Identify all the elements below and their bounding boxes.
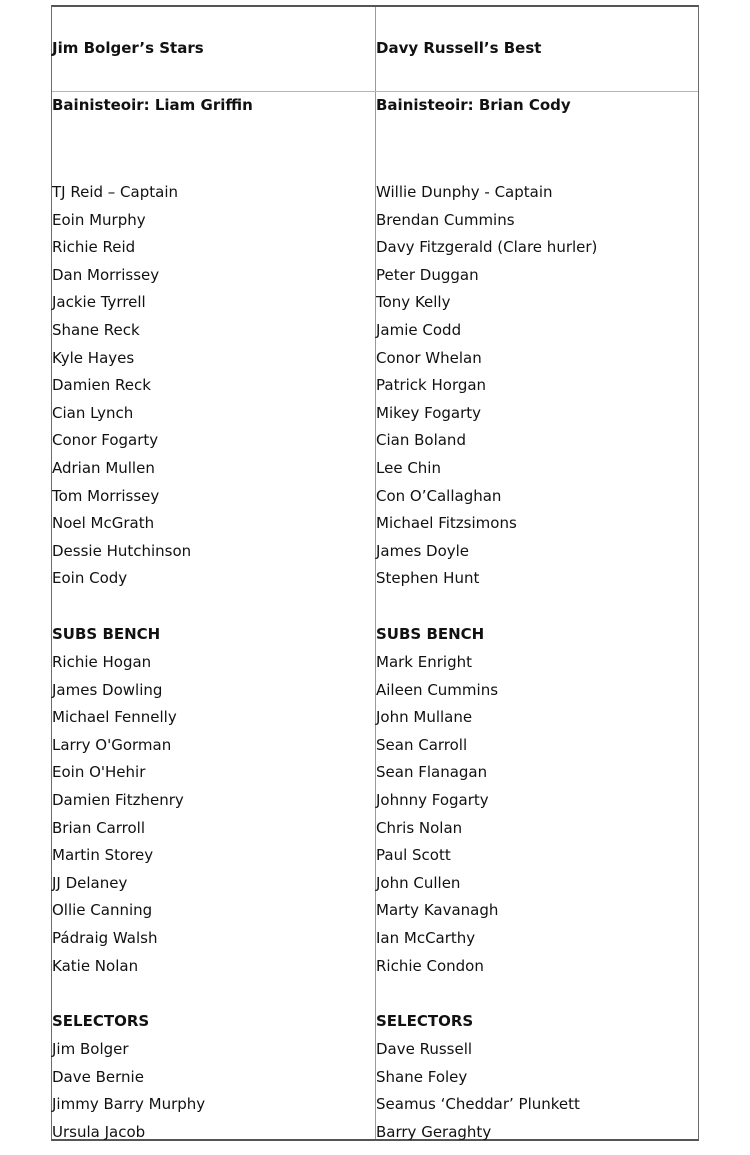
players-item: Shane Reck <box>52 320 140 339</box>
players-item: Conor Fogarty <box>52 431 159 450</box>
players-item: Peter Duggan <box>376 265 479 284</box>
players-item: Cian Lynch <box>52 403 134 422</box>
players-item: Dessie Hutchinson <box>52 541 192 560</box>
subs-item: Sean Carroll <box>376 735 468 754</box>
players-item: Damien Reck <box>52 376 151 395</box>
players-item: Jamie Codd <box>376 320 462 339</box>
team-name: Davy Russell’s Best <box>376 39 542 57</box>
subs-item: Damien Fitzhenry <box>52 790 184 809</box>
subs-item: Michael Fennelly <box>52 708 177 727</box>
subs-item: Mark Enright <box>376 653 472 671</box>
selectors-item: Dave Bernie <box>52 1067 144 1086</box>
players-item: Kyle Hayes <box>52 348 135 367</box>
subs-item: Richie Hogan <box>52 653 152 671</box>
subs-item: John Mullane <box>376 708 473 727</box>
players-item: Dan Morrissey <box>52 265 160 284</box>
subs-item: Eoin O'Hehir <box>52 763 146 782</box>
team-name: Jim Bolger’s Stars <box>52 39 204 57</box>
subs-item: Larry O'Gorman <box>52 735 172 754</box>
subs-item: Brian Carroll <box>52 818 146 837</box>
manager-label: Bainisteoir: Liam Griffin <box>52 96 253 114</box>
players-item: Mikey Fogarty <box>376 403 482 422</box>
players-item: Richie Reid <box>52 238 136 257</box>
players-list <box>376 179 597 593</box>
selectors-item: Barry Geraghty <box>376 1122 492 1141</box>
subs-item: Johnny Fogarty <box>376 790 489 809</box>
selectors-heading: SELECTORS <box>376 1012 474 1030</box>
team-column <box>376 7 698 1139</box>
players-item: Eoin Cody <box>52 569 128 588</box>
subs-item: Aileen Cummins <box>376 680 499 699</box>
subs-list <box>376 649 498 980</box>
players-item: Cian Boland <box>376 431 466 450</box>
subs-item: Ian McCarthy <box>376 928 476 947</box>
subs-item: Richie Condon <box>376 956 484 975</box>
players-item: Patrick Horgan <box>376 376 487 395</box>
selectors-item: Jimmy Barry Murphy <box>52 1095 206 1114</box>
subs-bench-heading: SUBS BENCH <box>376 625 485 643</box>
subs-item: Chris Nolan <box>376 818 463 837</box>
team-column <box>52 7 374 1139</box>
subs-item: Sean Flanagan <box>376 763 488 782</box>
players-item: Eoin Murphy <box>52 210 146 229</box>
players-item: Michael Fitzsimons <box>376 514 517 533</box>
subs-item: Paul Scott <box>376 846 451 865</box>
subs-item: Marty Kavanagh <box>376 901 499 920</box>
selectors-list <box>52 1036 205 1146</box>
selectors-heading: SELECTORS <box>52 1012 150 1030</box>
subs-item: John Cullen <box>376 873 461 892</box>
players-item: Davy Fitzgerald (Clare hurler) <box>376 238 598 257</box>
selectors-item: Shane Foley <box>376 1067 468 1086</box>
subs-item: Katie Nolan <box>52 956 139 975</box>
subs-list <box>52 649 184 980</box>
players-item: Jackie Tyrrell <box>52 293 146 312</box>
subs-bench-heading: SUBS BENCH <box>52 625 161 643</box>
selectors-item: Seamus ‘Cheddar’ Plunkett <box>376 1095 580 1114</box>
selectors-list <box>376 1036 580 1146</box>
manager-label: Bainisteoir: Brian Cody <box>376 96 571 114</box>
players-item: Conor Whelan <box>376 348 482 367</box>
players-item: Willie Dunphy - Captain <box>376 183 553 201</box>
players-item: Tom Morrissey <box>52 486 160 505</box>
subs-item: Ollie Canning <box>52 901 153 920</box>
team-sheet-table <box>51 5 699 1141</box>
players-item: Adrian Mullen <box>52 458 155 477</box>
subs-item: Martin Storey <box>52 846 154 865</box>
players-item: Noel McGrath <box>52 514 155 533</box>
players-item: Tony Kelly <box>376 293 451 312</box>
players-list <box>52 179 191 593</box>
selectors-item: Dave Russell <box>376 1040 473 1058</box>
subs-item: Pádraig Walsh <box>52 928 158 947</box>
players-item: James Doyle <box>376 541 470 560</box>
players-item: Lee Chin <box>376 458 441 477</box>
players-item: Con O’Callaghan <box>376 486 502 505</box>
subs-item: James Dowling <box>52 680 163 699</box>
players-item: TJ Reid – Captain <box>52 183 178 201</box>
selectors-item: Jim Bolger <box>52 1040 129 1058</box>
players-item: Stephen Hunt <box>376 569 480 588</box>
subs-item: JJ Delaney <box>52 873 128 892</box>
players-item: Brendan Cummins <box>376 210 515 229</box>
selectors-item: Ursula Jacob <box>52 1122 146 1141</box>
